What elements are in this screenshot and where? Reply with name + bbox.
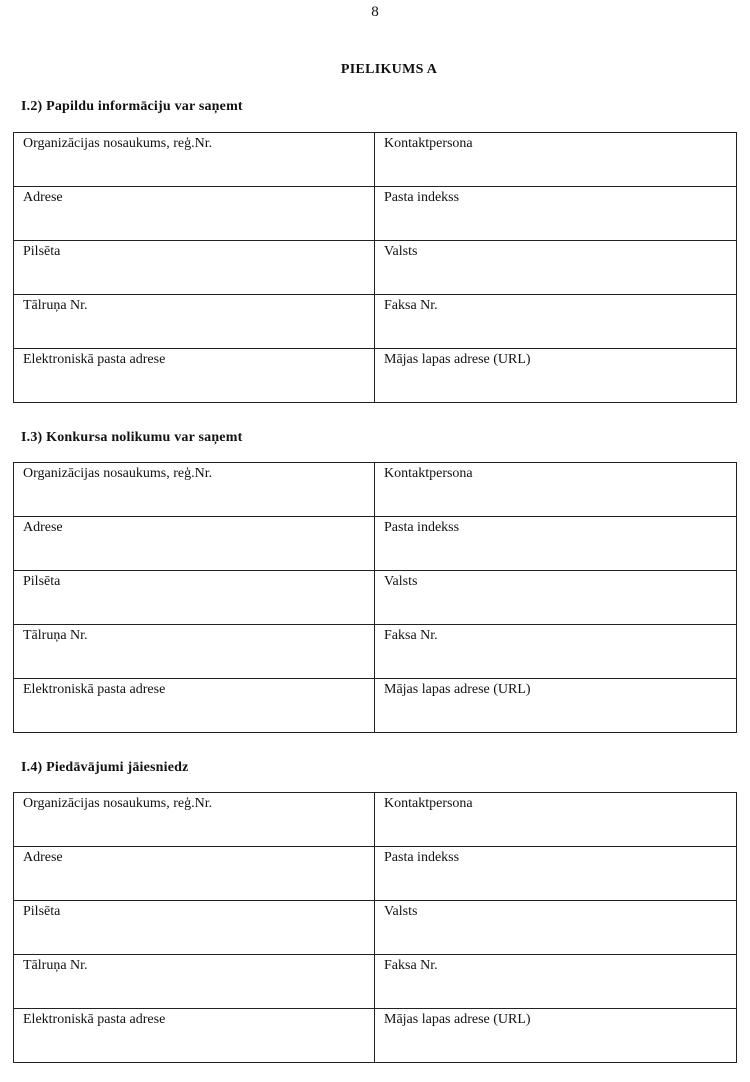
table-row bbox=[14, 793, 737, 847]
form-table-i3 bbox=[13, 462, 737, 733]
postal-code-cell[interactable]: Pasta indekss bbox=[375, 187, 737, 241]
organization-name-cell[interactable]: Organizācijas nosaukums, reģ.Nr. bbox=[14, 133, 375, 187]
section-heading-i3: I.3) Konkursa nolikumu var saņemt bbox=[21, 430, 243, 445]
table-row bbox=[14, 571, 737, 625]
organization-name-cell[interactable]: Organizācijas nosaukums, reģ.Nr. bbox=[14, 463, 375, 517]
table-row bbox=[14, 955, 737, 1009]
address-cell[interactable]: Adrese bbox=[14, 187, 375, 241]
city-cell[interactable]: Pilsēta bbox=[14, 901, 375, 955]
website-url-cell[interactable]: Mājas lapas adrese (URL) bbox=[375, 349, 737, 403]
table-row bbox=[14, 295, 737, 349]
email-cell[interactable]: Elektroniskā pasta adrese bbox=[14, 1009, 375, 1063]
country-cell[interactable]: Valsts bbox=[375, 571, 737, 625]
table-row bbox=[14, 901, 737, 955]
table-row bbox=[14, 133, 737, 187]
contact-person-cell[interactable]: Kontaktpersona bbox=[375, 793, 737, 847]
city-cell[interactable]: Pilsēta bbox=[14, 241, 375, 295]
fax-cell[interactable]: Faksa Nr. bbox=[375, 955, 737, 1009]
fax-cell[interactable]: Faksa Nr. bbox=[375, 625, 737, 679]
country-cell[interactable]: Valsts bbox=[375, 241, 737, 295]
phone-cell[interactable]: Tālruņa Nr. bbox=[14, 955, 375, 1009]
email-cell[interactable]: Elektroniskā pasta adrese bbox=[14, 679, 375, 733]
fax-cell[interactable]: Faksa Nr. bbox=[375, 295, 737, 349]
email-cell[interactable]: Elektroniskā pasta adrese bbox=[14, 349, 375, 403]
contact-person-cell[interactable]: Kontaktpersona bbox=[375, 463, 737, 517]
postal-code-cell[interactable]: Pasta indekss bbox=[375, 847, 737, 901]
phone-cell[interactable]: Tālruņa Nr. bbox=[14, 295, 375, 349]
table-row bbox=[14, 349, 737, 403]
postal-code-cell[interactable]: Pasta indekss bbox=[375, 517, 737, 571]
table-row bbox=[14, 625, 737, 679]
country-cell[interactable]: Valsts bbox=[375, 901, 737, 955]
table-row bbox=[14, 517, 737, 571]
address-cell[interactable]: Adrese bbox=[14, 847, 375, 901]
organization-name-cell[interactable]: Organizācijas nosaukums, reģ.Nr. bbox=[14, 793, 375, 847]
section-heading-i2: I.2) Papildu informāciju var saņemt bbox=[21, 99, 243, 114]
form-table-i2 bbox=[13, 132, 737, 403]
form-table-i4 bbox=[13, 792, 737, 1063]
table-row bbox=[14, 187, 737, 241]
table-row bbox=[14, 847, 737, 901]
table-row bbox=[14, 679, 737, 733]
city-cell[interactable]: Pilsēta bbox=[14, 571, 375, 625]
table-row bbox=[14, 1009, 737, 1063]
table-row bbox=[14, 241, 737, 295]
contact-person-cell[interactable]: Kontaktpersona bbox=[375, 133, 737, 187]
website-url-cell[interactable]: Mājas lapas adrese (URL) bbox=[375, 679, 737, 733]
address-cell[interactable]: Adrese bbox=[14, 517, 375, 571]
section-heading-i4: I.4) Piedāvājumi jāiesniedz bbox=[21, 760, 189, 775]
phone-cell[interactable]: Tālruņa Nr. bbox=[14, 625, 375, 679]
document-title: PIELIKUMS A bbox=[340, 62, 438, 77]
website-url-cell[interactable]: Mājas lapas adrese (URL) bbox=[375, 1009, 737, 1063]
page-number: 8 bbox=[371, 4, 379, 20]
table-row bbox=[14, 463, 737, 517]
